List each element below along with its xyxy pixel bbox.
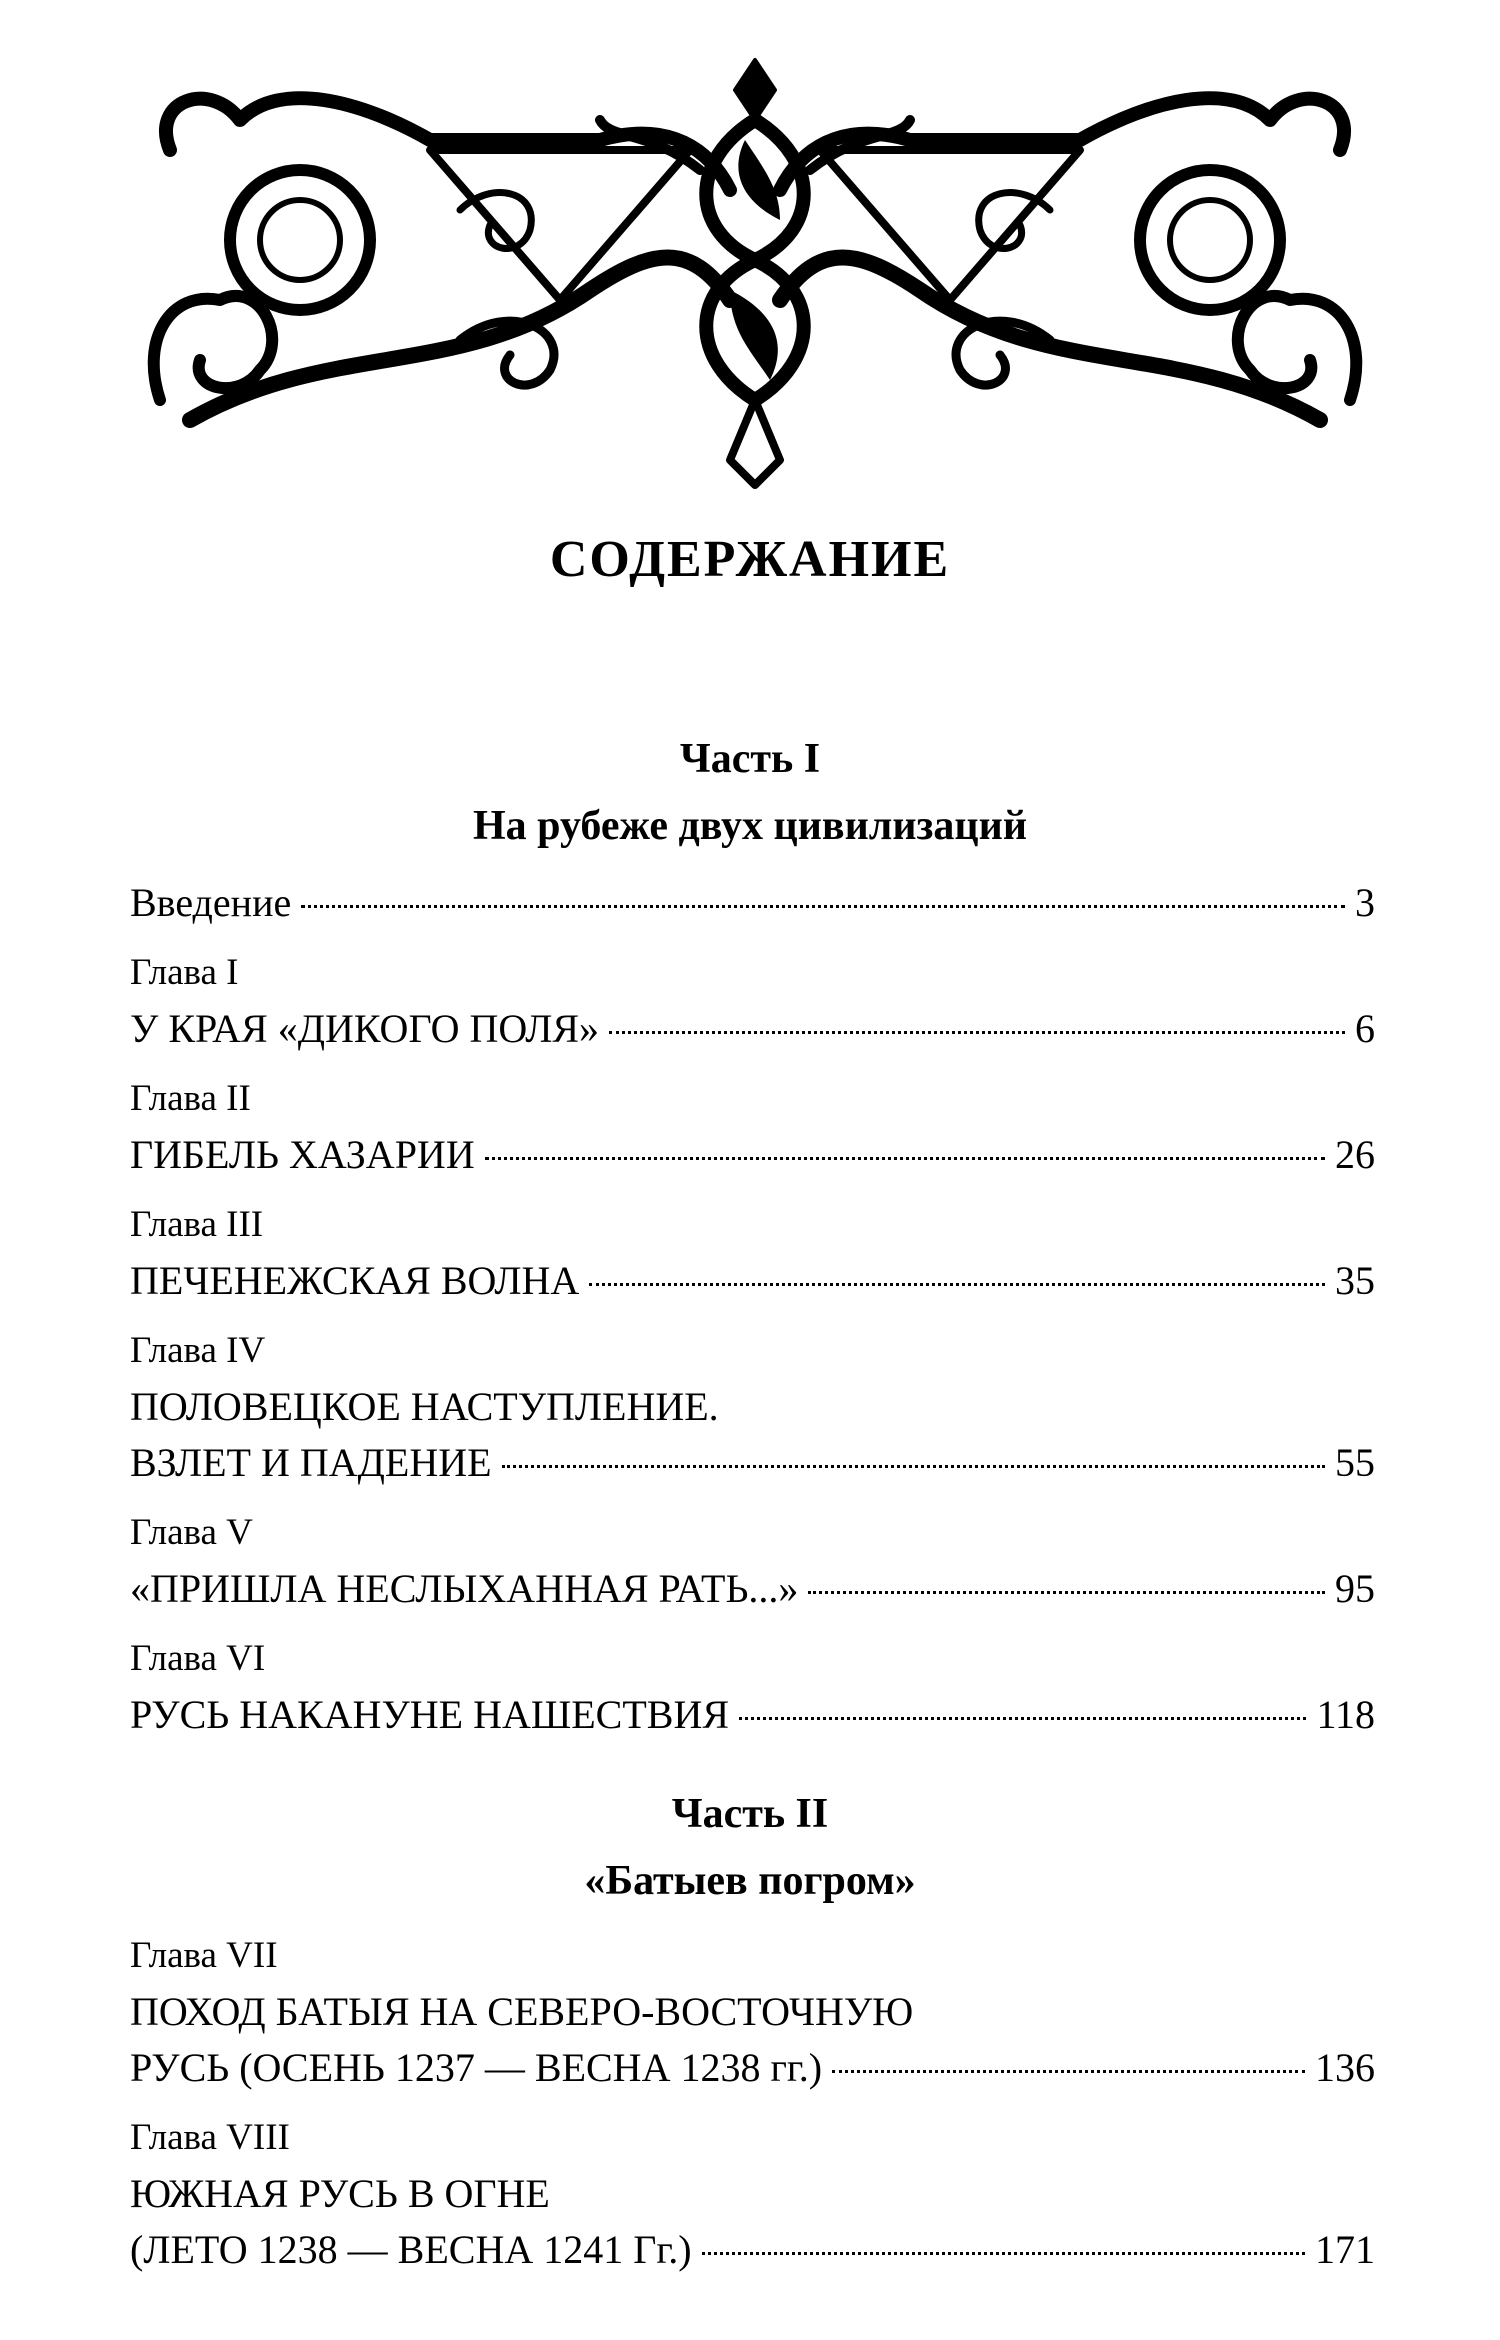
entry-title: ГИБЕЛЬ ХАЗАРИИ (130, 1132, 475, 1177)
entry-page: 26 (1335, 1132, 1375, 1177)
part-1-subtitle: На рубеже двух цивилизаций (472, 803, 1028, 849)
dot-leader (485, 1157, 1325, 1160)
chapter-label: Глава V (130, 1512, 253, 1553)
chapter-label: Глава VI (130, 1638, 266, 1679)
chapter-label: Глава IV (130, 1330, 266, 1371)
entry-title: ПОЛОВЕЦКОЕ НАСТУПЛЕНИЕ. (130, 1384, 719, 1429)
part-1-label: Часть I (679, 736, 821, 782)
entry-page: 6 (1355, 1006, 1375, 1051)
entry-title-line (130, 2166, 1375, 2222)
chapter-label: Глава III (130, 1204, 264, 1245)
page-title: СОДЕРЖАНИЕ (549, 531, 951, 588)
part-2-subtitle: «Батыев погром» (584, 1858, 916, 1904)
entry-title: У КРАЯ «ДИКОГО ПОЛЯ» (130, 1006, 600, 1051)
toc-entry[interactable] (130, 1687, 1375, 1743)
chapter-label: Глава VIII (130, 2117, 290, 2158)
dot-leader (739, 1717, 1306, 1720)
toc-entry[interactable] (130, 1253, 1375, 1309)
toc-entry[interactable] (130, 1001, 1375, 1057)
toc-part-2 (130, 1928, 1375, 2278)
entry-title: (ЛЕТО 1238 — ВЕСНА 1241 Гг.) (130, 2227, 692, 2272)
chapter-label: Глава VII (130, 1935, 278, 1976)
dot-leader (702, 2252, 1305, 2255)
entry-page: 3 (1355, 880, 1375, 925)
dot-leader (609, 1031, 1345, 1034)
entry-title: ВЗЛЕТ И ПАДЕНИЕ (130, 1440, 492, 1485)
dot-leader (832, 2070, 1305, 2073)
entry-title: ПОХОД БАТЫЯ НА СЕВЕРО-ВОСТОЧНУЮ (130, 1989, 914, 2034)
toc-entry[interactable] (130, 2040, 1375, 2096)
dot-leader (589, 1283, 1325, 1286)
entry-title: ПЕЧЕНЕЖСКАЯ ВОЛНА (130, 1258, 580, 1303)
chapter-label: Глава II (130, 1078, 251, 1119)
part-2-label: Часть II (671, 1791, 829, 1837)
dot-leader (301, 905, 1345, 908)
dot-leader (808, 1591, 1325, 1594)
entry-title: Введение (130, 880, 292, 925)
entry-title: РУСЬ (ОСЕНЬ 1237 — ВЕСНА 1238 гг.) (130, 2045, 823, 2090)
toc-entry[interactable] (130, 1435, 1375, 1491)
entry-title-line (130, 1984, 1375, 2040)
ornament-header (130, 40, 1380, 495)
entry-title: РУСЬ НАКАНУНЕ НАШЕСТВИЯ (130, 1692, 730, 1737)
dot-leader (502, 1465, 1325, 1468)
entry-page: 35 (1335, 1258, 1375, 1303)
entry-page: 171 (1315, 2227, 1375, 2272)
entry-title-line (130, 1379, 1375, 1435)
chapter-label: Глава I (130, 952, 239, 993)
entry-title: ЮЖНАЯ РУСЬ В ОГНЕ (130, 2171, 550, 2216)
toc-part-1 (130, 875, 1375, 1743)
entry-page: 136 (1315, 2045, 1375, 2090)
entry-page: 118 (1316, 1692, 1375, 1737)
entry-title: «ПРИШЛА НЕСЛЫХАННАЯ РАТЬ...» (130, 1566, 799, 1611)
entry-page: 95 (1335, 1566, 1375, 1611)
toc-entry[interactable] (130, 1561, 1375, 1617)
toc-entry[interactable] (130, 1127, 1375, 1183)
toc-entry[interactable] (130, 875, 1375, 931)
toc-entry[interactable] (130, 2222, 1375, 2278)
entry-page: 55 (1335, 1440, 1375, 1485)
